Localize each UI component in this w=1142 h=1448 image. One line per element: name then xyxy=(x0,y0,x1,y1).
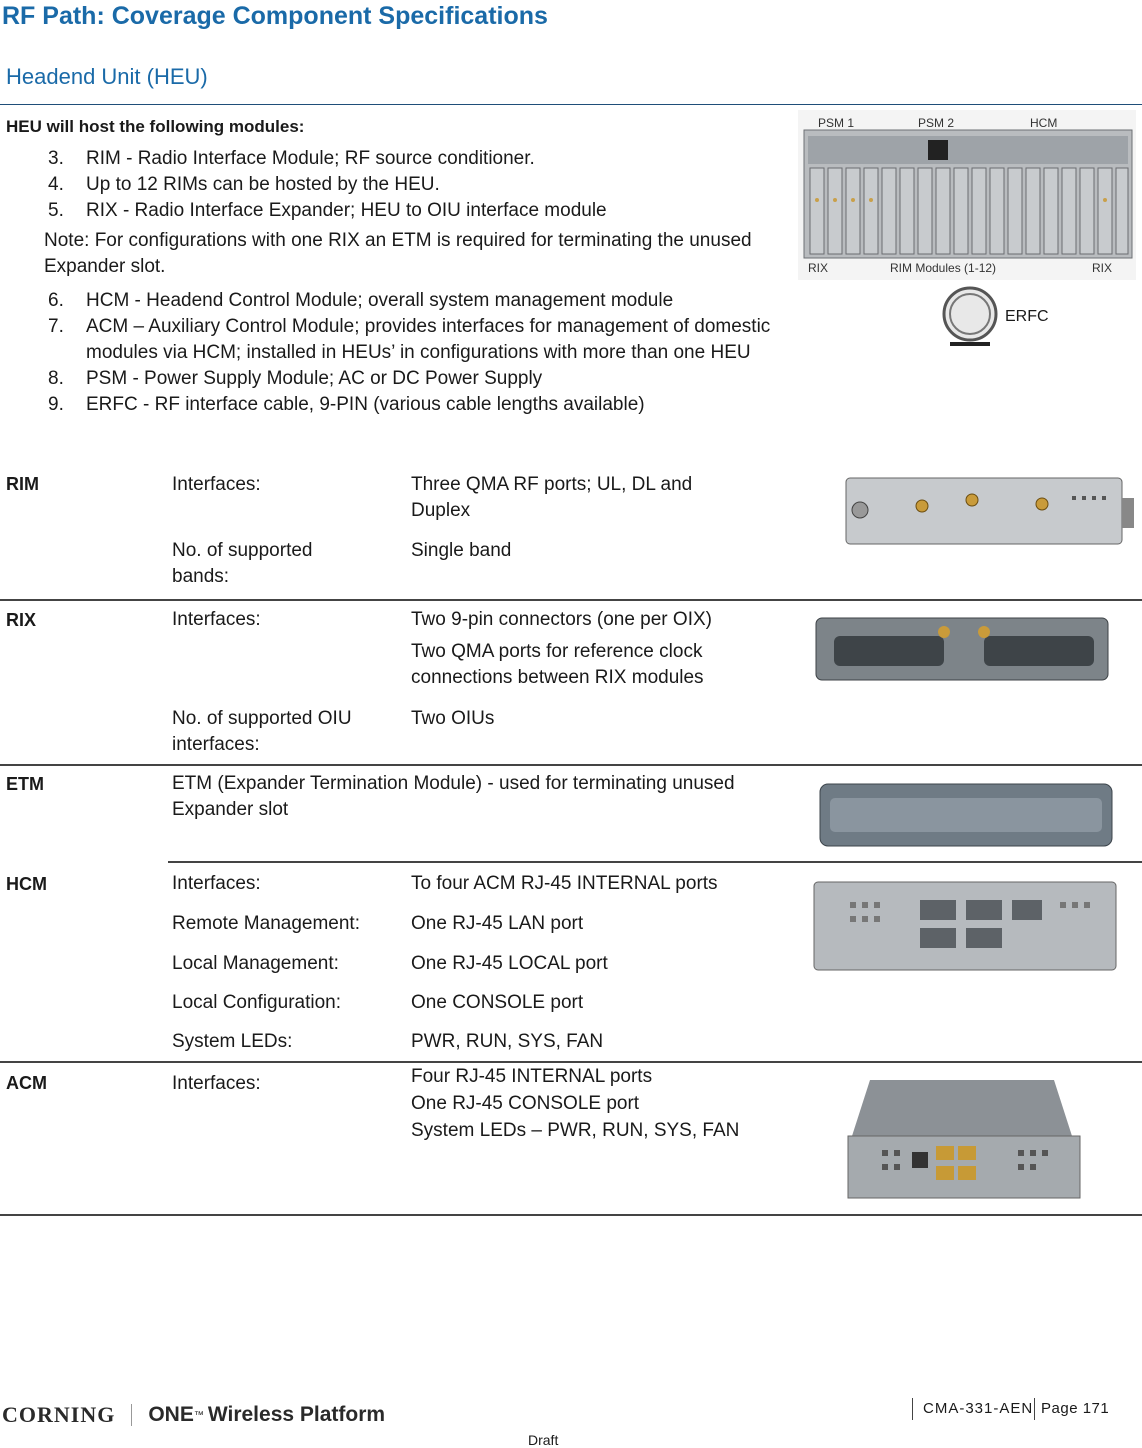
list-number: 6. xyxy=(48,290,64,311)
draft-marker: Draft xyxy=(528,1432,559,1448)
list-number: 5. xyxy=(48,200,64,221)
acm-value-system-leds: System LEDs – PWR, RUN, SYS, FAN xyxy=(411,1120,740,1141)
erfc-cable-photo xyxy=(940,282,1000,350)
list-text: HCM - Headend Control Module; overall system management module xyxy=(86,290,674,311)
acm-value-internal-ports: Four RJ-45 INTERNAL ports xyxy=(411,1066,653,1087)
list-item xyxy=(6,366,786,392)
heu-label-rix-left: RIX xyxy=(808,261,829,275)
list-number: 8. xyxy=(48,368,64,389)
hcm-local-configuration-value: One CONSOLE port xyxy=(411,992,584,1013)
heu-label-psm2: PSM 2 xyxy=(918,116,955,130)
footer-logo xyxy=(2,1400,385,1430)
list-number: 3. xyxy=(48,148,64,169)
etm-module-image xyxy=(816,778,1116,850)
configuration-note: Note: For configurations with one RIX an ETM is required for terminating the unused Expander slot. xyxy=(44,230,752,277)
one-logo: ONE xyxy=(148,1403,194,1426)
hcm-remote-management-value: One RJ-45 LAN port xyxy=(411,913,584,934)
acm-module-photo xyxy=(842,1076,1084,1202)
section-title: Headend Unit (HEU) xyxy=(6,64,208,89)
section-divider xyxy=(0,764,1142,766)
etm-module-name: ETM xyxy=(6,774,44,794)
rix-interfaces-value: Two 9-pin connectors (one per OIX) xyxy=(411,609,712,630)
rix-oiu-value: Two OIUs xyxy=(411,708,495,729)
list-number: 9. xyxy=(48,394,64,415)
list-item xyxy=(6,288,786,314)
rim-interfaces-value: Three QMA RF ports; UL, DL and Duplex xyxy=(411,474,693,521)
corning-logo: CORNING xyxy=(2,1402,116,1427)
heu-label-psm1: PSM 1 xyxy=(818,116,855,130)
rix-module-name: RIX xyxy=(6,610,37,630)
list-text: ACM – Auxiliary Control Module; provides interfaces for management of domestic modules via HCM; installed in HEUs’ in configurations with more than one HEU xyxy=(86,316,771,363)
hcm-module-name: HCM xyxy=(6,874,47,894)
list-item xyxy=(6,172,786,198)
rix-clock-ports-value: Two QMA ports for reference clock connections between RIX modules xyxy=(411,641,704,688)
list-text: ERFC - RF interface cable, 9-PIN (various cable lengths available) xyxy=(86,394,645,415)
hcm-interfaces-label: Interfaces: xyxy=(172,873,261,894)
list-number: 7. xyxy=(48,316,64,337)
acm-module-image xyxy=(842,1076,1084,1202)
section-divider xyxy=(0,599,1142,601)
intro-block xyxy=(6,114,786,418)
section-divider xyxy=(168,861,1142,863)
list-text: RIM - Radio Interface Module; RF source conditioner. xyxy=(86,148,535,169)
hcm-system-leds-value: PWR, RUN, SYS, FAN xyxy=(411,1031,604,1052)
list-item xyxy=(6,198,786,224)
rim-interfaces-label: Interfaces: xyxy=(172,474,261,495)
heu-label-rim-modules: RIM Modules (1-12) xyxy=(890,261,997,275)
section-divider xyxy=(0,104,1142,105)
hcm-local-configuration-label: Local Configuration: xyxy=(172,992,341,1013)
rim-module-name: RIM xyxy=(6,474,39,494)
heu-label-hcm: HCM xyxy=(1030,116,1058,130)
rix-module-photo xyxy=(814,612,1110,684)
erfc-cable-image xyxy=(940,282,1000,350)
document-code: CMA-331-AEN xyxy=(912,1398,1033,1420)
list-item xyxy=(6,392,786,418)
section-divider xyxy=(0,1061,1142,1063)
etm-description: ETM (Expander Termination Module) - used for terminating unused Expander slot xyxy=(172,773,735,820)
hcm-local-management-label: Local Management: xyxy=(172,953,339,974)
rix-interfaces-label: Interfaces: xyxy=(172,609,261,630)
hcm-interfaces-value: To four ACM RJ-45 INTERNAL ports xyxy=(411,873,718,894)
heu-chassis-photo xyxy=(798,110,1136,280)
intro-lead: HEU will host the following modules: xyxy=(6,117,305,136)
hcm-module-photo xyxy=(810,876,1120,974)
list-text: RIX - Radio Interface Expander; HEU to OIU interface module xyxy=(86,200,607,221)
rim-module-photo xyxy=(842,470,1136,548)
list-item xyxy=(6,314,786,366)
rim-bands-label: No. of supported bands: xyxy=(172,540,313,587)
list-number: 4. xyxy=(48,174,64,195)
list-text: Up to 12 RIMs can be hosted by the HEU. xyxy=(86,174,440,195)
wireless-platform-text: Wireless Platform xyxy=(207,1403,386,1426)
hcm-module-image xyxy=(810,876,1120,974)
hcm-remote-management-label: Remote Management: xyxy=(172,913,360,934)
heu-label-rix-right: RIX xyxy=(1092,261,1113,275)
section-divider xyxy=(0,1214,1142,1216)
etm-module-photo xyxy=(816,778,1116,850)
acm-interfaces-label: Interfaces: xyxy=(172,1073,261,1094)
rim-bands-value: Single band xyxy=(411,540,512,561)
rim-module-image xyxy=(842,470,1136,548)
logo-separator xyxy=(131,1404,132,1426)
page-title: RF Path: Coverage Component Specifications xyxy=(2,2,548,30)
acm-value-console-port: One RJ-45 CONSOLE port xyxy=(411,1093,640,1114)
module-list-continued xyxy=(6,288,786,418)
hcm-system-leds-label: System LEDs: xyxy=(172,1031,293,1052)
erfc-label: ERFC xyxy=(1005,308,1049,325)
hcm-local-management-value: One RJ-45 LOCAL port xyxy=(411,953,608,974)
list-item xyxy=(6,146,786,172)
rix-oiu-label: No. of supported OIU interfaces: xyxy=(172,708,352,755)
rix-module-image xyxy=(814,612,1110,684)
heu-chassis-image xyxy=(798,110,1136,280)
page-number: Page 171 xyxy=(1034,1398,1109,1420)
acm-module-name: ACM xyxy=(6,1073,47,1093)
trademark-mark: ™ xyxy=(193,1409,204,1421)
module-list xyxy=(6,146,786,224)
list-text: PSM - Power Supply Module; AC or DC Power Supply xyxy=(86,368,543,389)
